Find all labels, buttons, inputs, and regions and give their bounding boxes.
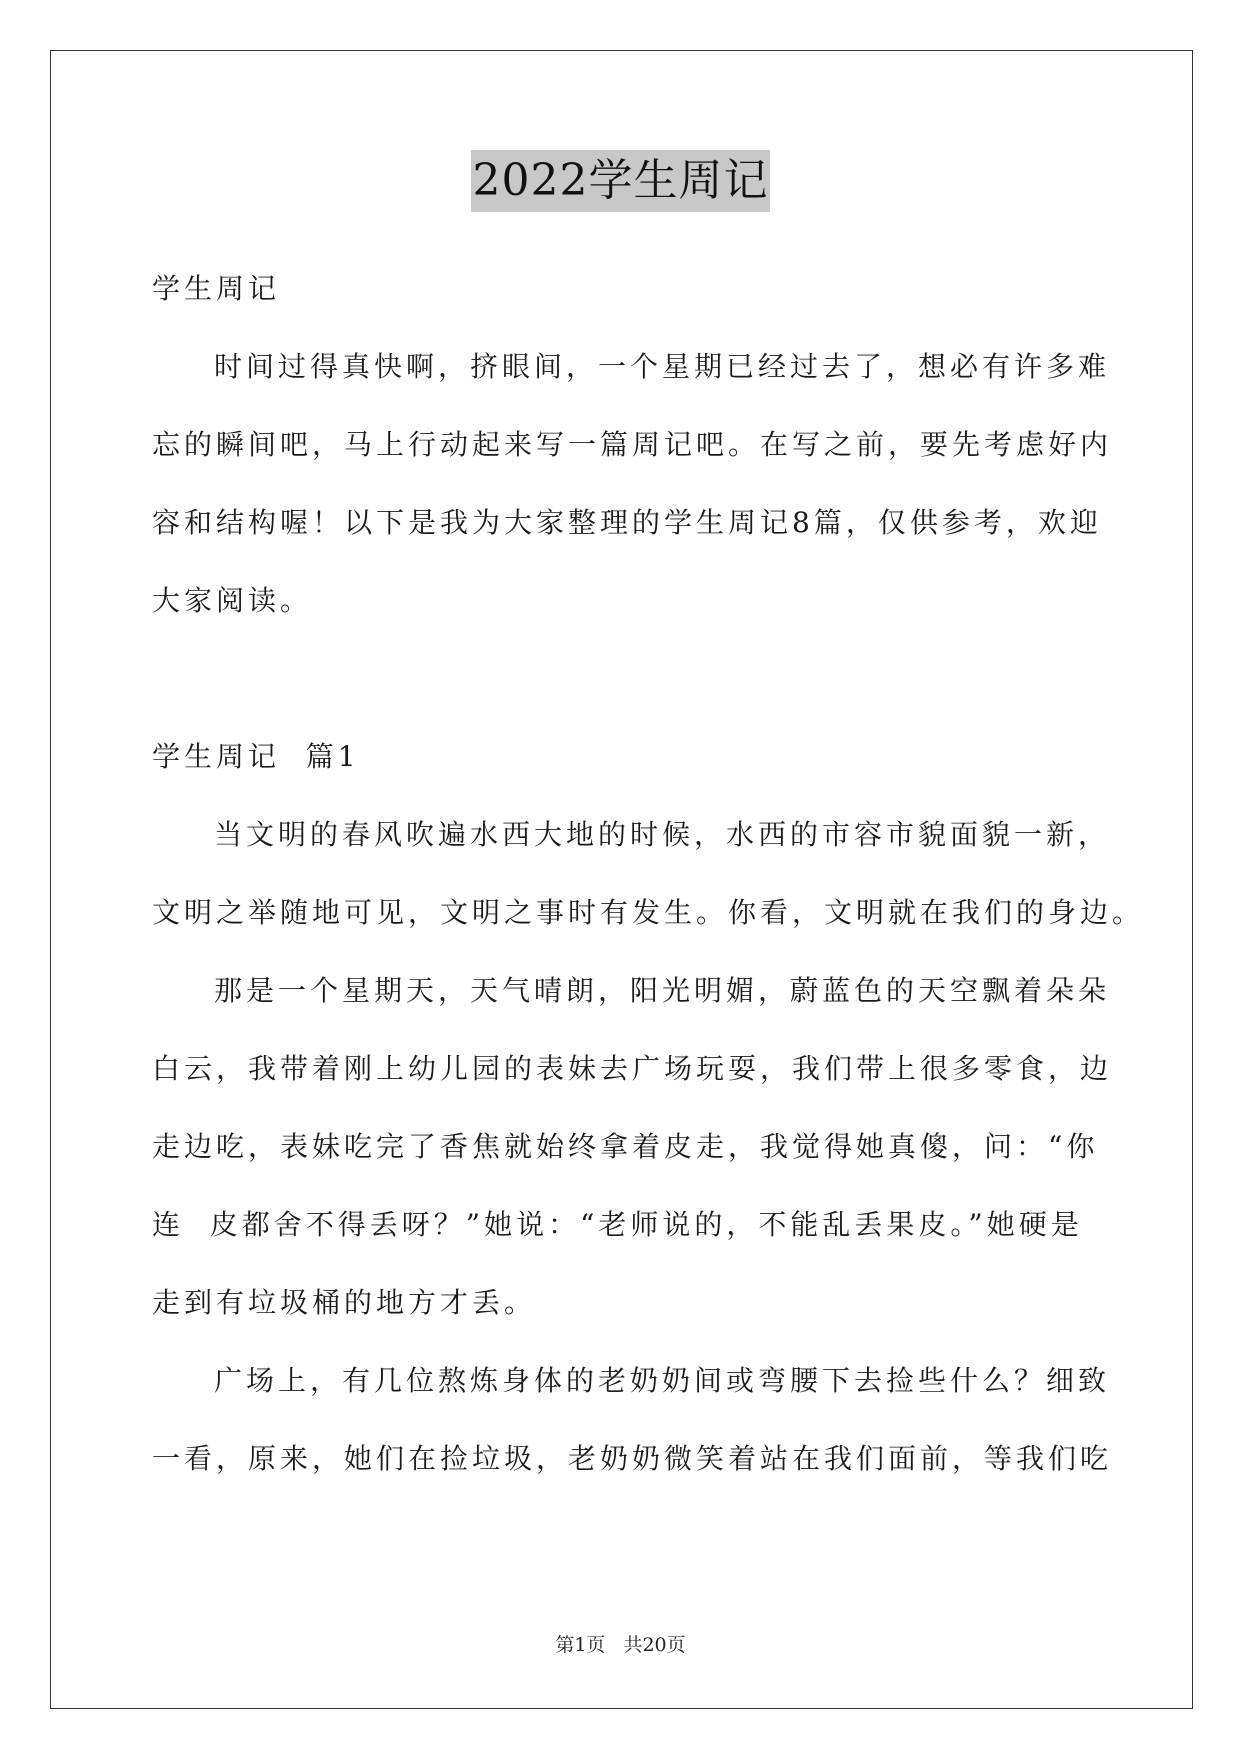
document-title: 2022学生周记 — [471, 150, 771, 212]
section-line: 白云，我带着刚上幼儿园的表妹去广场玩耍，我们带上很多零食，边 — [152, 1052, 1113, 1085]
intro-line: 忘的瞬间吧，马上行动起来写一篇周记吧。在写之前，要先考虑好内 — [152, 428, 1113, 461]
title-container — [0, 150, 1241, 212]
section-line: 走边吃，表妹吃完了香焦就始终拿着皮走，我觉得她真傻，问：“你 — [152, 1130, 1099, 1163]
section-gap — [152, 640, 1132, 718]
intro-line: 时间过得真快啊，挤眼间，一个星期已经过去了，想必有许多难 — [214, 350, 1111, 383]
section-line: 那是一个星期天，天气晴朗，阳光明媚，蔚蓝色的天空飘着朵朵 — [214, 974, 1111, 1007]
section-line: 文明之举随地可见，文明之事时有发生。你看，文明就在我们的身边。 — [152, 896, 1145, 929]
section-line: 走到有垃圾桶的地方才丢。 — [152, 1286, 537, 1319]
section-line: 广场上，有几位熬炼身体的老奶奶间或弯腰下去捡些什么？细致 — [214, 1364, 1111, 1397]
section-heading: 学生周记 篇1 — [152, 740, 360, 773]
document-body — [152, 250, 1145, 1498]
page-total: 共20页 — [623, 1634, 686, 1656]
intro-line: 容和结构喔！以下是我为大家整理的学生周记8篇，仅供参考，欢迎 — [152, 506, 1102, 539]
section-line: 当文明的春风吹遍水西大地的时候，水西的市容市貌面貌一新， — [214, 818, 1111, 851]
intro-line: 大家阅读。 — [152, 584, 313, 617]
intro-heading: 学生周记 — [152, 272, 281, 305]
section-line: 一看，原来，她们在捡垃圾，老奶奶微笑着站在我们面前，等我们吃 — [152, 1442, 1113, 1475]
section-line: 连 皮都舍不得丢呀？”她说：“老师说的，不能乱丢果皮。”她硬是 — [152, 1208, 1083, 1241]
page-footer — [0, 1630, 1241, 1657]
page-number: 第1页 — [555, 1634, 606, 1656]
